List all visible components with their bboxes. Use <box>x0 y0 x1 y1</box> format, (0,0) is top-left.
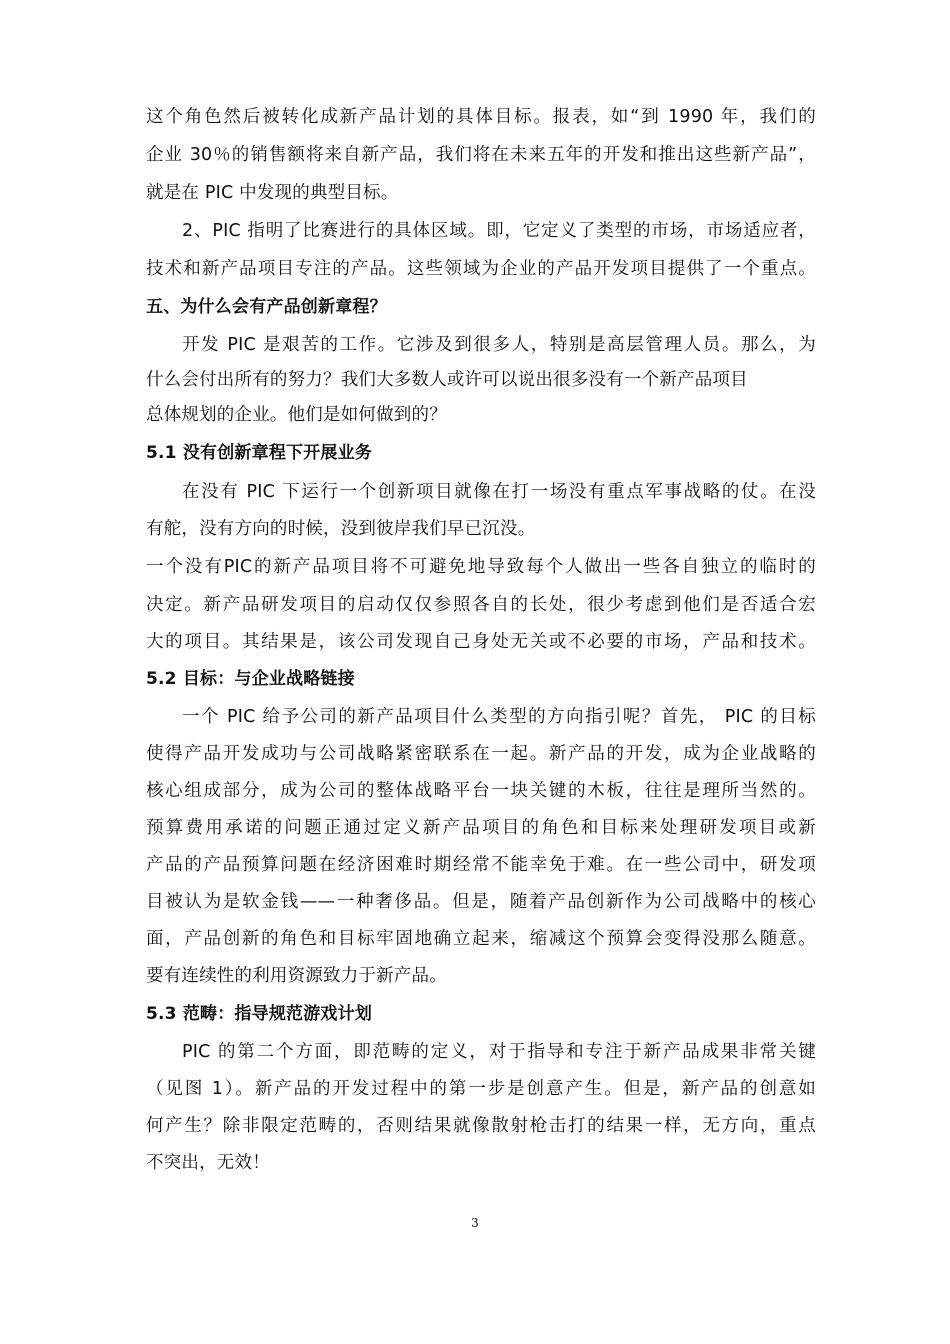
text-line-20: 预算费用承诺的问题正通过定义新产品项目的角色和目标来处理研发项目或新 <box>146 818 816 838</box>
text-line-21: 产品的产品预算问题在经济困难时期经常不能幸免于难。在一些公司中，研发项 <box>146 855 816 875</box>
text-line-22: 目被认为是软金钱——一种奢侈品。但是，随着产品创新作为公司战略中的核心 <box>146 892 816 912</box>
text-line-13: 一个没有PIC的新产品项目将不可避免地导致每个人做出一些各自独立的临时的 <box>146 557 816 577</box>
text-line-23: 面，产品创新的角色和目标牢固地确立起来，缩减这个预算会变得没那么随意。 <box>146 929 816 949</box>
text-line-3: 就是在 PIC 中发现的典型目标。 <box>146 183 399 203</box>
subsection-heading-5-1: 5.1 没有创新章程下开展业务 <box>146 443 373 463</box>
text-line-29: 不突出，无效！ <box>146 1153 270 1173</box>
text-line-11: 在没有 PIC 下运行一个创新项目就像在打一场没有重点军事战略的仗。在没 <box>182 482 816 502</box>
text-line-8: 什么会付出所有的努力？我们大多数人或许可以说出很多没有一个新产品项目 <box>146 370 748 390</box>
subsection-heading-5-2: 5.2 目标：与企业战略链接 <box>146 669 355 689</box>
text-line-27: （见图 1）。新产品的开发过程中的第一步是创意产生。但是，新产品的创意如 <box>146 1079 816 1099</box>
text-line-15: 大的项目。其结果是，该公司发现自己身处无关或不必要的市场，产品和技术。 <box>146 632 816 652</box>
text-line-14: 决定。新产品研发项目的启动仅仅参照各自的长处，很少考虑到他们是否适合宏 <box>146 595 816 615</box>
text-line-2: 企业 30％的销售额将来自新产品，我们将在未来五年的开发和推出这些新产品”， <box>146 145 816 165</box>
text-line-9: 总体规划的企业。他们是如何做到的？ <box>146 405 447 425</box>
page-number: 3 <box>471 1216 479 1230</box>
text-line-18: 使得产品开发成功与公司战略紧密联系在一起。新产品的开发，成为企业战略的 <box>146 744 816 764</box>
subsection-heading-5-3: 5.3 范畴：指导规范游戏计划 <box>146 1004 373 1024</box>
text-line-17: 一个 PIC 给予公司的新产品项目什么类型的方向指引呢？首先， PIC 的目标 <box>182 707 816 727</box>
section-heading-5: 五、为什么会有产品创新章程？ <box>146 297 387 317</box>
text-line-26: PIC 的第二个方面，即范畴的定义，对于指导和专注于新产品成果非常关键 <box>182 1042 816 1062</box>
text-line-19: 核心组成部分，成为公司的整体战略平台一块关键的木板，往往是理所当然的。 <box>146 781 816 801</box>
text-line-12: 有舵，没有方向的时候，没到彼岸我们早已沉没。 <box>146 519 536 539</box>
text-line-7: 开发 PIC 是艰苦的工作。它涉及到很多人，特别是高层管理人员。那么，为 <box>182 335 816 355</box>
text-line-24: 要有连续性的利用资源致力于新产品。 <box>146 966 447 986</box>
text-line-28: 何产生？除非限定范畴的，否则结果就像散射枪击打的结果一样，无方向，重点 <box>146 1116 816 1136</box>
text-line-5: 技术和新产品项目专注的产品。这些领域为企业的产品开发项目提供了一个重点。 <box>146 259 816 279</box>
text-line-1: 这个角色然后被转化成新产品计划的具体目标。报表，如“到 1990 年，我们的 <box>146 107 816 127</box>
text-line-4: 2、PIC 指明了比赛进行的具体区域。即，它定义了类型的市场，市场适应者， <box>182 221 816 241</box>
